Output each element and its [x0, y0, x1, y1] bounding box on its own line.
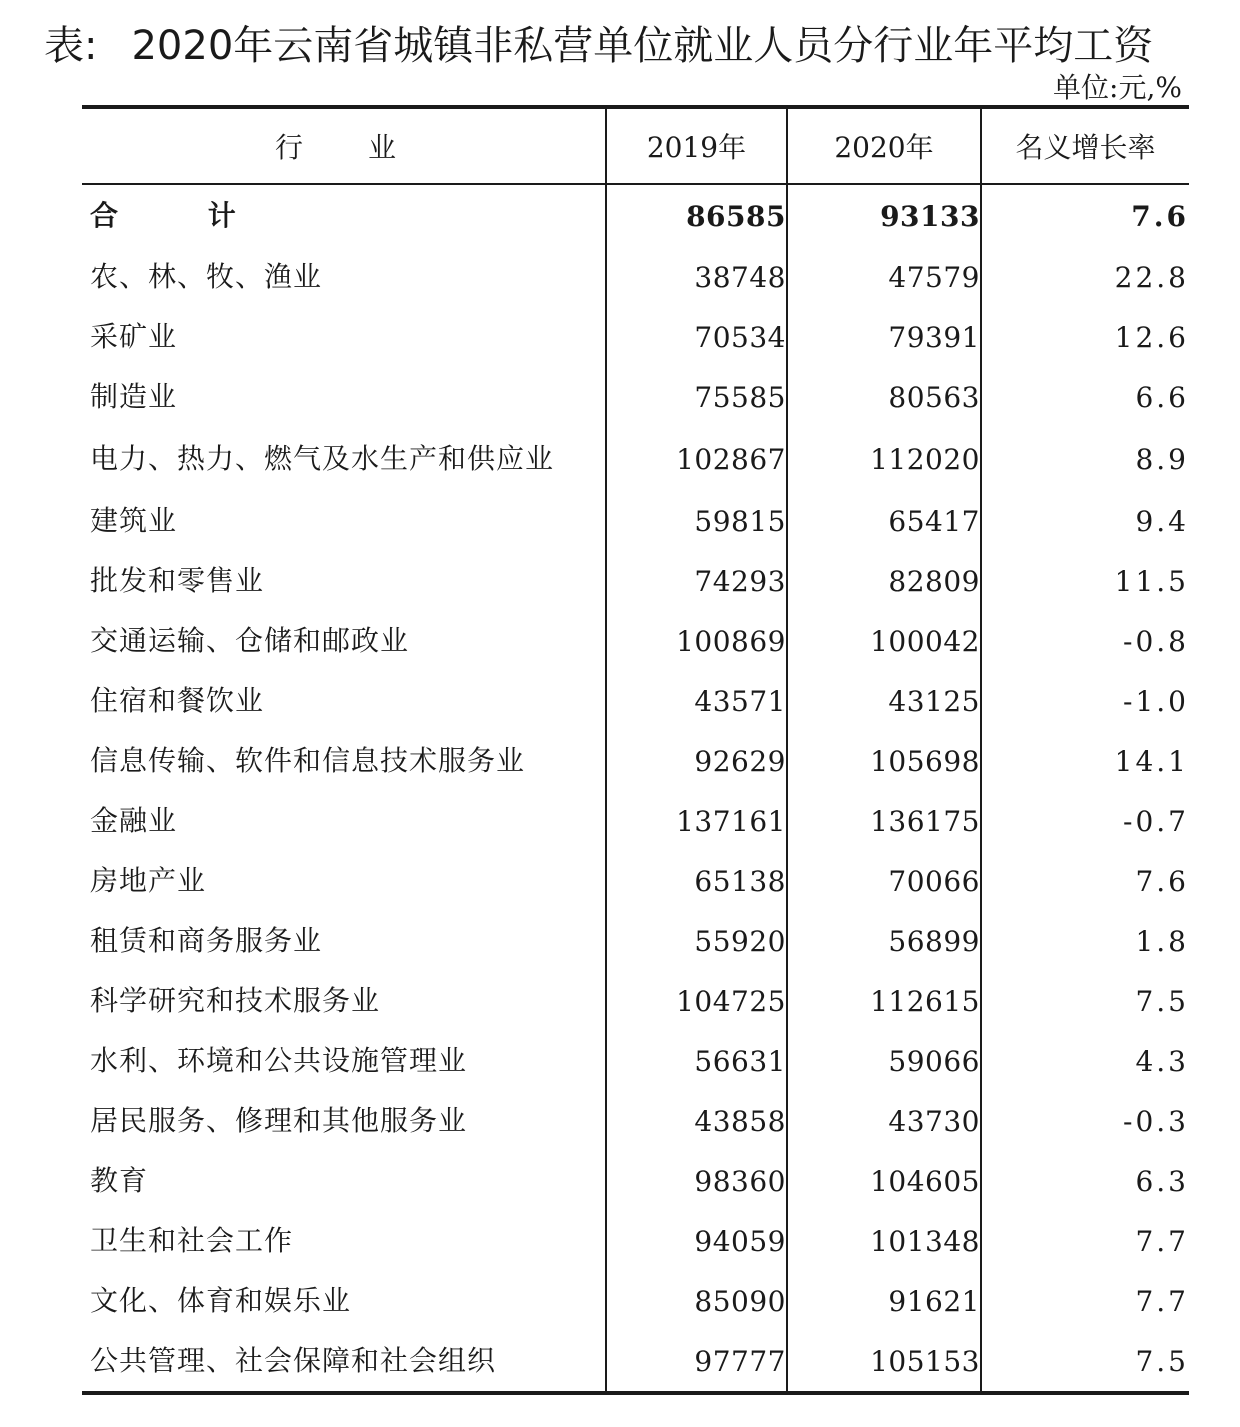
industry-cell: 建筑业: [90, 504, 178, 537]
wage-2019-cell: 56631: [606, 1031, 787, 1091]
growth-rate-cell: 7.5: [981, 1331, 1189, 1393]
wage-2020-cell: 100042: [787, 611, 981, 671]
growth-rate-cell: 4.3: [981, 1031, 1189, 1091]
header-2019: 2019年: [606, 107, 787, 184]
industry-cell: 合 计: [90, 199, 276, 232]
table-row: [82, 671, 1189, 731]
table-row: [82, 367, 1189, 427]
industry-cell: 住宿和餐饮业: [90, 684, 265, 717]
wage-2019-cell: 102867: [606, 427, 787, 491]
wage-table-container: [82, 105, 1189, 1395]
growth-rate-cell: -1.0: [981, 671, 1189, 731]
industry-cell: 电力、热力、燃气及水生产和供应业: [90, 442, 555, 475]
growth-rate-cell: 7.7: [981, 1211, 1189, 1271]
wage-2020-cell: 65417: [787, 491, 981, 551]
wage-2020-cell: 82809: [787, 551, 981, 611]
table-row: [82, 611, 1189, 671]
industry-cell: 交通运输、仓储和邮政业: [90, 624, 410, 657]
growth-rate-cell: 6.6: [981, 367, 1189, 427]
wage-2019-cell: 97777: [606, 1331, 787, 1393]
table-row: [82, 911, 1189, 971]
table-row: [82, 307, 1189, 367]
wage-2020-cell: 105698: [787, 731, 981, 791]
wage-2020-cell: 79391: [787, 307, 981, 367]
table-row: [82, 551, 1189, 611]
table-row: [82, 1031, 1189, 1091]
growth-rate-cell: 6.3: [981, 1151, 1189, 1211]
growth-rate-cell: 22.8: [981, 247, 1189, 307]
growth-rate-cell: 7.7: [981, 1271, 1189, 1331]
wage-2019-cell: 137161: [606, 791, 787, 851]
wage-2019-cell: 86585: [606, 184, 787, 247]
page-title: [44, 18, 1153, 74]
growth-rate-cell: 9.4: [981, 491, 1189, 551]
industry-cell: 制造业: [90, 380, 178, 413]
industry-cell: 科学研究和技术服务业: [90, 984, 381, 1017]
header-2020: 2020年: [787, 107, 981, 184]
wage-2020-cell: 136175: [787, 791, 981, 851]
wage-2019-cell: 100869: [606, 611, 787, 671]
wage-2020-cell: 112615: [787, 971, 981, 1031]
growth-rate-cell: 7.6: [981, 184, 1189, 247]
industry-cell: 信息传输、软件和信息技术服务业: [90, 744, 526, 777]
industry-cell: 卫生和社会工作: [90, 1224, 294, 1257]
table-row: [82, 247, 1189, 307]
title-prefix: 表:: [44, 23, 98, 69]
wage-table: [82, 105, 1189, 1395]
wage-2020-cell: 93133: [787, 184, 981, 247]
wage-2019-cell: 94059: [606, 1211, 787, 1271]
growth-rate-cell: -0.7: [981, 791, 1189, 851]
table-row: [82, 491, 1189, 551]
wage-2020-cell: 80563: [787, 367, 981, 427]
industry-cell: 租赁和商务服务业: [90, 924, 323, 957]
table-row: [82, 427, 1189, 491]
table-row: [82, 1091, 1189, 1151]
industry-cell: 房地产业: [90, 864, 207, 897]
wage-2020-cell: 101348: [787, 1211, 981, 1271]
industry-cell: 水利、环境和公共设施管理业: [90, 1044, 468, 1077]
wage-2019-cell: 38748: [606, 247, 787, 307]
industry-cell: 采矿业: [90, 320, 178, 353]
wage-2019-cell: 104725: [606, 971, 787, 1031]
unit-note: 单位:元,%: [1053, 71, 1182, 104]
industry-cell: 文化、体育和娱乐业: [90, 1284, 352, 1317]
table-row: [82, 1331, 1189, 1393]
industry-cell: 批发和零售业: [90, 564, 265, 597]
wage-2020-cell: 104605: [787, 1151, 981, 1211]
header-growth-rate: 名义增长率: [981, 107, 1189, 184]
wage-2019-cell: 55920: [606, 911, 787, 971]
growth-rate-cell: -0.3: [981, 1091, 1189, 1151]
wage-2020-cell: 56899: [787, 911, 981, 971]
table-row: [82, 791, 1189, 851]
wage-2019-cell: 74293: [606, 551, 787, 611]
wage-2019-cell: 75585: [606, 367, 787, 427]
industry-cell: 公共管理、社会保障和社会组织: [82, 1331, 606, 1393]
table-header-row: [82, 107, 1189, 184]
table-row: [82, 851, 1189, 911]
growth-rate-cell: 1.8: [981, 911, 1189, 971]
wage-2019-cell: 43571: [606, 671, 787, 731]
wage-2020-cell: 112020: [787, 427, 981, 491]
table-row-total: [82, 184, 1189, 247]
table-body: [82, 184, 1189, 1393]
wage-2020-cell: 91621: [787, 1271, 981, 1331]
industry-cell: 居民服务、修理和其他服务业: [90, 1104, 468, 1137]
wage-2019-cell: 65138: [606, 851, 787, 911]
wage-2020-cell: 59066: [787, 1031, 981, 1091]
header-industry: 行 业: [82, 107, 606, 184]
growth-rate-cell: 7.5: [981, 971, 1189, 1031]
industry-cell: 金融业: [90, 804, 178, 837]
wage-2020-cell: 70066: [787, 851, 981, 911]
wage-2019-cell: 70534: [606, 307, 787, 367]
wage-2020-cell: 47579: [787, 247, 981, 307]
wage-2020-cell: 43730: [787, 1091, 981, 1151]
growth-rate-cell: 14.1: [981, 731, 1189, 791]
table-row: [82, 731, 1189, 791]
growth-rate-cell: 12.6: [981, 307, 1189, 367]
growth-rate-cell: -0.8: [981, 611, 1189, 671]
title-text: 2020年云南省城镇非私营单位就业人员分行业年平均工资: [131, 23, 1154, 69]
growth-rate-cell: 11.5: [981, 551, 1189, 611]
wage-2019-cell: 85090: [606, 1271, 787, 1331]
wage-2019-cell: 98360: [606, 1151, 787, 1211]
table-row: [82, 1271, 1189, 1331]
table-row: [82, 1151, 1189, 1211]
growth-rate-cell: 8.9: [981, 427, 1189, 491]
industry-cell: 教育: [90, 1164, 149, 1197]
growth-rate-cell: 7.6: [981, 851, 1189, 911]
industry-cell: 农、林、牧、渔业: [90, 260, 323, 293]
wage-2020-cell: 43125: [787, 671, 981, 731]
table-row: [82, 1211, 1189, 1271]
wage-2020-cell: 105153: [787, 1331, 981, 1393]
table-row: [82, 971, 1189, 1031]
wage-2019-cell: 59815: [606, 491, 787, 551]
wage-2019-cell: 43858: [606, 1091, 787, 1151]
wage-2019-cell: 92629: [606, 731, 787, 791]
